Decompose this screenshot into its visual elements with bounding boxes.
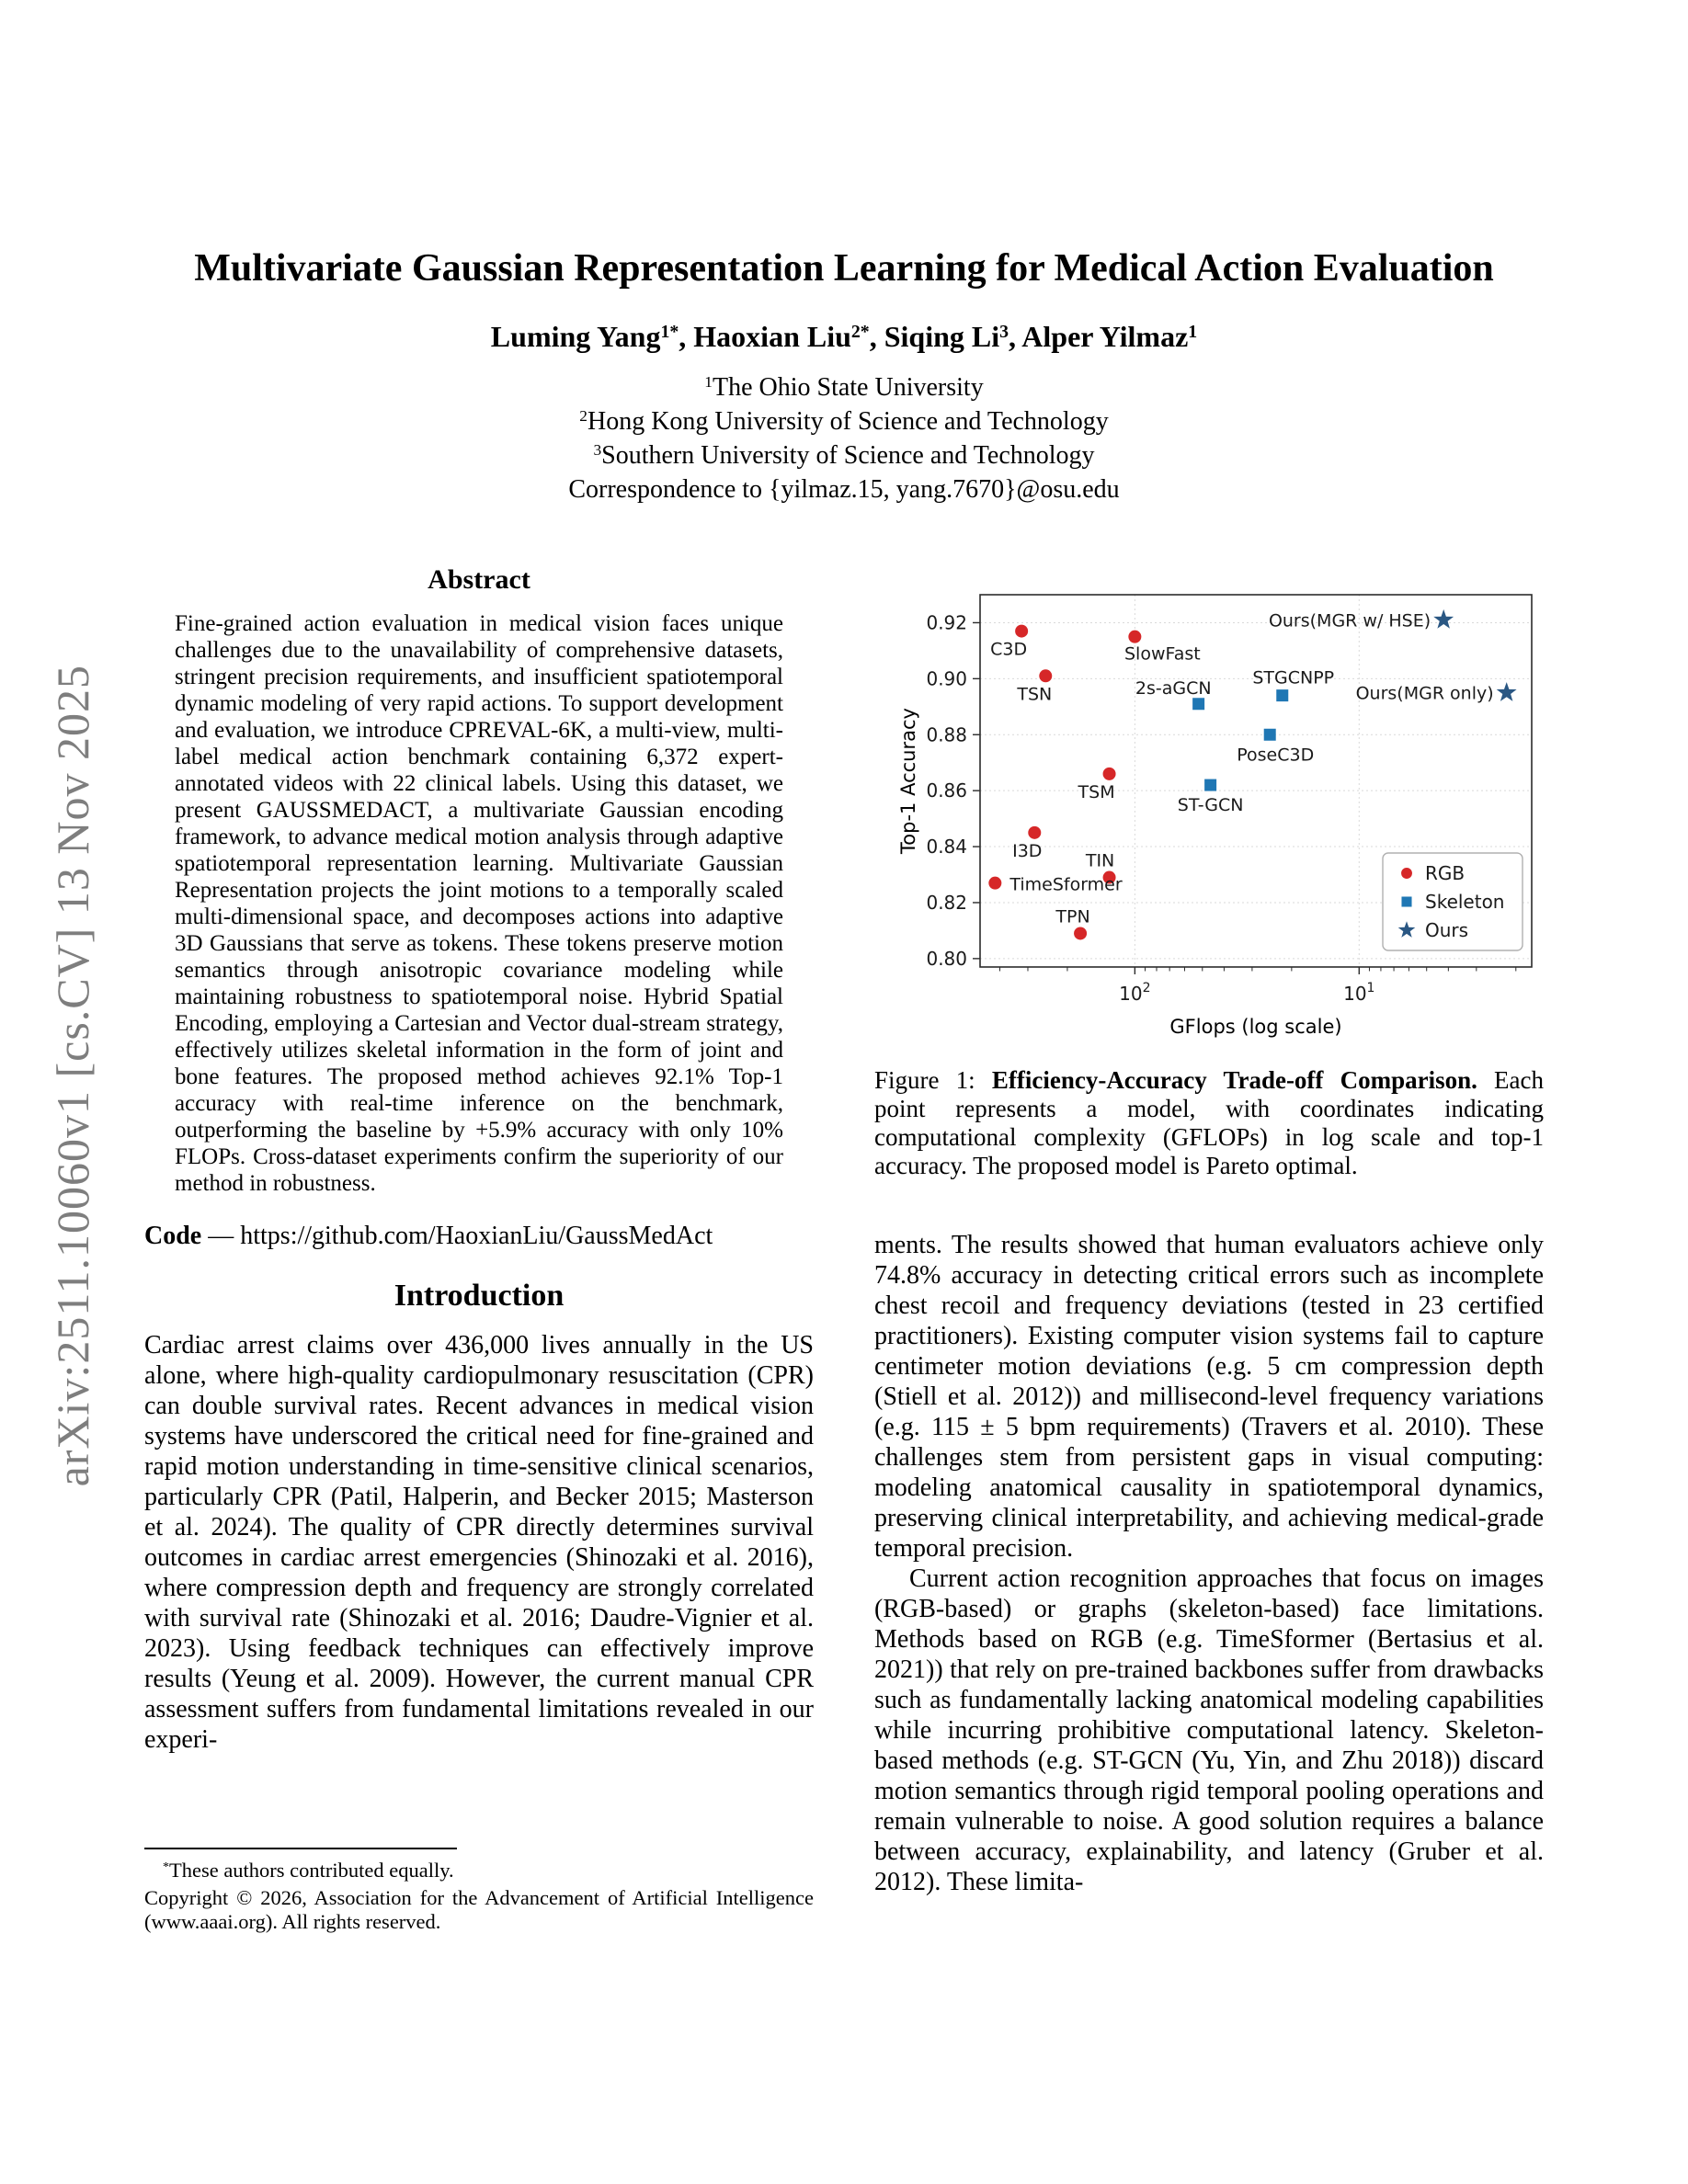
point-STGCNPP xyxy=(1252,667,1334,701)
x-axis-label: GFlops (log scale) xyxy=(1169,1015,1342,1038)
svg-text:SlowFast: SlowFast xyxy=(1124,643,1201,665)
point-SlowFast xyxy=(1124,630,1201,664)
figure-1 xyxy=(874,563,1544,1180)
svg-text:Ours(MGR w/ HSE): Ours(MGR w/ HSE) xyxy=(1268,609,1431,631)
svg-text:0.80: 0.80 xyxy=(926,947,967,970)
point-Ours(MGR w/ HSE) xyxy=(1269,609,1454,631)
svg-text:0.88: 0.88 xyxy=(926,722,967,745)
svg-text:TIN: TIN xyxy=(1085,850,1115,871)
svg-text:0.90: 0.90 xyxy=(926,666,967,689)
point-C3D xyxy=(990,624,1028,659)
affiliations-block: $^1$The Ohio State University $^2$Hong Kong University of Science and Technology $^3$Southern University of Science and Technology xyxy=(579,372,1109,470)
body-paragraph-1: ments. The results showed that human evaluators achieve only 74.8% accuracy in detecting critical errors such as incomplete chest recoil and frequency deviations (tested in 23 certified practitioners). Existing computer vision systems fail to capture centimeter motion deviations (e.g. 5 cm compression depth (Stiell et al. 2012)) and millisecond-level frequency variations (e.g. 115 ± 5 bpm requirements) (Travers et al. 2010). These challenges stem from persistent gaps in visual computing: modeling anatomical causality in spatiotemporal dynamics, preserving clinical interpretability, and achieving medical-grade temporal precision. xyxy=(874,1230,1544,1563)
svg-text:TSM: TSM xyxy=(1078,781,1115,802)
point-I3D xyxy=(1012,825,1042,860)
svg-text:TPN: TPN xyxy=(1055,906,1090,927)
introduction-paragraph: Cardiac arrest claims over 436,000 lives annually in the US alone, where high-quality cardiopulmonary resuscitation (CPR) can double survival rates. Recent advances in medical vision systems have underscored the critical need for fine-grained and rapid motion understanding in time-sensitive clinical scenarios, particularly CPR (Patil, Halperin, and Becker 2015; Masterson et al. 2024). The quality of CPR directly determines survival outcomes in cardiac arrest emergencies (Shinozaki et al. 2016), where compression depth and frequency are strongly correlated with survival rate (Shinozaki et al. 2016; Daudre-Vignier et al. 2023). Using feedback techniques can effectively improve results (Yeung et al. 2009). However, the current manual CPR assessment suffers from fundamental limitations revealed in our experi- xyxy=(144,1330,814,1754)
paper-content xyxy=(144,0,1544,1934)
point-TPN xyxy=(1055,906,1089,939)
caption-bold: Efficiency-Accuracy Trade-off Comparison. xyxy=(991,1065,1477,1094)
equal-contribution-note xyxy=(144,1859,814,1886)
point-TSN xyxy=(1016,669,1052,704)
point-2s-aGCN xyxy=(1135,677,1212,710)
footnote-rule xyxy=(144,1848,457,1849)
svg-text:Ours: Ours xyxy=(1425,918,1469,941)
point-TSM xyxy=(1078,767,1116,802)
caption-rest: Each point represents a model, with coordinates indicating computational complexity (GFLOPs) in log scale and top-1 accuracy. The proposed model is Pareto optimal. xyxy=(874,1065,1544,1179)
arxiv-watermark xyxy=(37,588,108,1563)
svg-text:RGB: RGB xyxy=(1425,861,1466,884)
point-TimeSformer xyxy=(988,874,1123,894)
abstract-text: Fine-grained action evaluation in medical vision faces unique challenges due to the unavailability of comprehensive datasets, stringent precision requirements, and insufficient spatiotemporal dynamic modeling of very rapid actions. To support development and evaluation, we introduce CPREVAL-6K, a multi-view, multi-label medical action benchmark containing 6,372 expert-annotated videos with 22 clinical labels. Using this dataset, we present GAUSSMEDACT, a multivariate Gaussian encoding framework, to advance medical motion analysis through adaptive spatiotemporal representation learning. Multivariate Gaussian Representation projects the joint motions to a temporally scaled multi-dimensional space, and decomposes actions into adaptive 3D Gaussians that serve as tokens. These tokens preserve motion semantics through anisotropic covariance modeling while maintaining robustness to spatiotemporal noise. Hybrid Spatial Encoding, employing a Cartesian and Vector dual-stream strategy, effectively utilizes skeletal information in the form of joint and bone features. The proposed method achieves 92.1% Top-1 accuracy with real-time inference on the benchmark, outperforming the baseline by +5.9% accuracy with only 10% FLOPs. Cross-dataset experiments confirm the superiority of our method in robustness. xyxy=(175,610,783,1196)
footnote-block xyxy=(144,1848,814,1934)
chart-legend xyxy=(1383,853,1523,950)
point-Ours(MGR only) xyxy=(1356,682,1517,703)
footnote-star: * xyxy=(163,1860,169,1874)
y-axis-label: Top-1 Accuracy xyxy=(897,707,919,854)
code-url-link[interactable]: https://github.com/HaoxianLiu/GaussMedAct xyxy=(240,1221,713,1250)
svg-text:STGCNPP: STGCNPP xyxy=(1252,667,1335,688)
svg-text:2s-aGCN: 2s-aGCN xyxy=(1135,677,1212,699)
code-label: Code xyxy=(144,1221,202,1250)
abstract-heading: Abstract xyxy=(428,563,530,595)
point-ST-GCN xyxy=(1178,779,1244,814)
body-paragraph-2: Current action recognition approaches that focus on images (RGB-based) or graphs (skeleton-based) face limitations. Methods based on RGB (e.g. TimeSformer (Bertasius et al. 2021)) that rely on pre-trained backbones suffer from drawbacks such as fundamentally lacking anatomical modeling capabilities while incurring prohibitive computational latency. Skeleton-based methods (e.g. ST-GCN (Yu, Yin, and Zhu 2018)) discard motion semantics through rigid temporal pooling operations and remain vulnerable to noise. A good solution requires a balance between accuracy, explainability, and latency (Gruber et al. 2012). These limita- xyxy=(874,1564,1544,1896)
svg-text:I3D: I3D xyxy=(1012,840,1043,861)
svg-text:C3D: C3D xyxy=(990,639,1028,660)
svg-text:TimeSformer: TimeSformer xyxy=(1009,874,1123,895)
point-PoseC3D xyxy=(1237,728,1314,765)
copyright-note: Copyright © 2026, Association for the Advancement of Artificial Intelligence (www.aaai.org). All rights reserved. xyxy=(144,1885,814,1933)
code-line xyxy=(144,1221,814,1251)
right-column xyxy=(874,563,1544,1934)
svg-text:Skeleton: Skeleton xyxy=(1425,890,1505,913)
svg-text:0.82: 0.82 xyxy=(926,891,967,914)
caption-prefix: Figure 1: xyxy=(874,1065,992,1094)
svg-text:0.92: 0.92 xyxy=(926,610,967,633)
authors-line: Luming Yang$^{1*}$, Haoxian Liu$^{2*}$, Siqing Li$^3$, Alper Yilmaz$^1$ xyxy=(490,319,1198,353)
svg-text:0.86: 0.86 xyxy=(926,779,967,802)
figure-1-caption xyxy=(874,1066,1544,1180)
svg-text:101: $10^1$ xyxy=(1343,980,1375,1005)
svg-text:TSN: TSN xyxy=(1017,683,1053,704)
svg-text:Ours(MGR only): Ours(MGR only) xyxy=(1355,683,1494,704)
svg-text:ST-GCN: ST-GCN xyxy=(1177,794,1244,815)
arxiv-label: arXiv:2511.10060v1 [cs.CV] 13 Nov 2025 xyxy=(47,664,98,1487)
figure1-chart-svg xyxy=(874,563,1544,1041)
svg-text:PoseC3D: PoseC3D xyxy=(1237,744,1315,765)
svg-text:0.84: 0.84 xyxy=(926,835,967,858)
code-dash: — xyxy=(201,1221,241,1250)
svg-text:102: $10^2$ xyxy=(1119,980,1151,1005)
paper-header xyxy=(144,0,1544,506)
two-column-body xyxy=(144,563,1544,1934)
equal-contribution-text: These authors contributed equally. xyxy=(168,1858,454,1882)
correspondence-line: Correspondence to {yilmaz.15, yang.7670}@osu.edu xyxy=(568,474,1120,504)
paper-title: Multivariate Gaussian Representation Learning for Medical Action Evaluation xyxy=(194,247,1494,290)
efficiency-accuracy-chart xyxy=(874,563,1544,1041)
introduction-heading: Introduction xyxy=(393,1278,565,1313)
left-column xyxy=(144,563,814,1934)
